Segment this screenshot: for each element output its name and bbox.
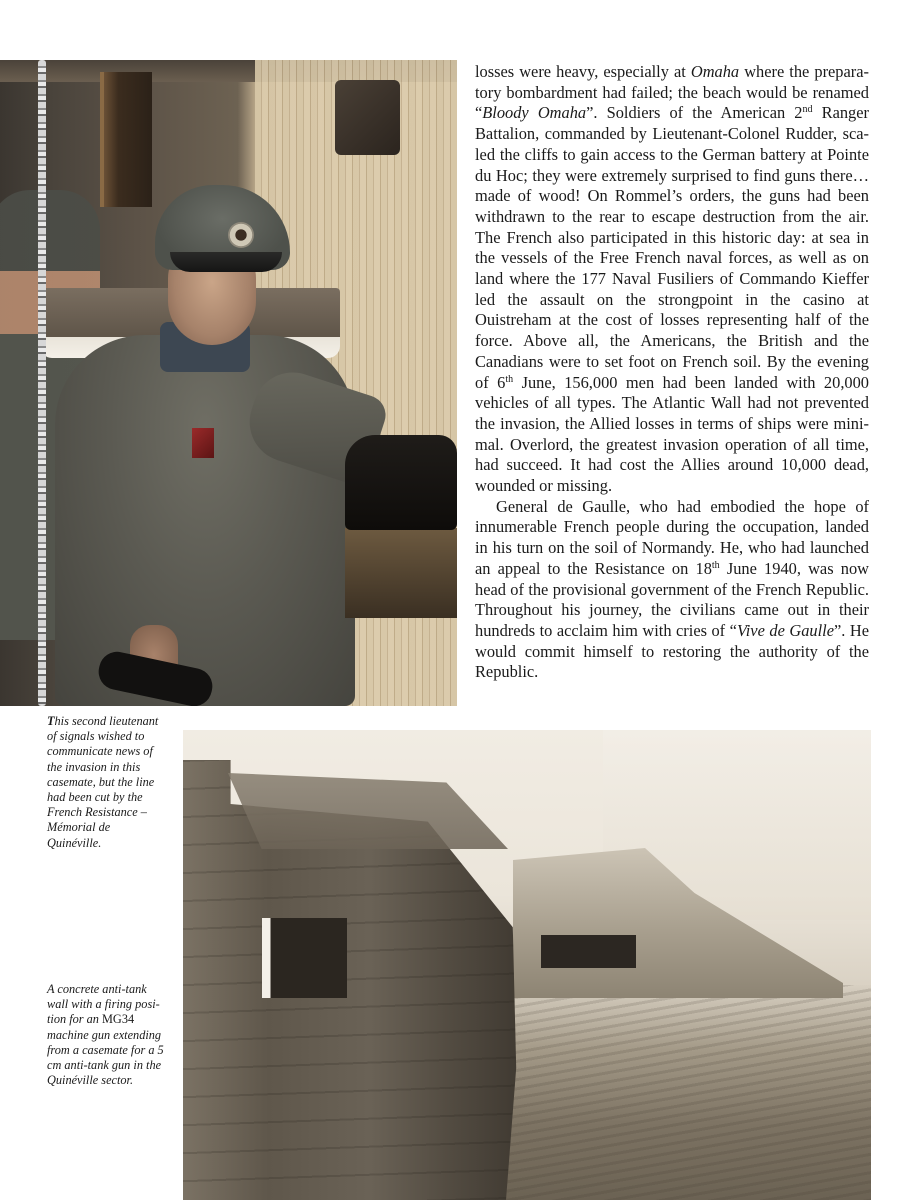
caption-dropcap: T bbox=[47, 714, 55, 728]
photo-mg-firing-position bbox=[262, 918, 347, 998]
body-paragraph: General de Gaulle, who had embodied the hope of innumerable French people during the occupation, landed in his turn on the soil of Normandy. He, who had launched an appeal to the Resistance on 18th June 1940, was now head of the provisional government of the French Republic. Throughout his journey, the civilians came out in their hundreds to acclaim him with cries of “Vive de Gaulle”. He would commit himself to restoring the authority of the Republic. bbox=[475, 496, 869, 682]
photo-chain bbox=[38, 60, 46, 706]
photo-far-embrasure bbox=[541, 935, 636, 968]
photo-anti-tank-wall bbox=[183, 730, 871, 1200]
body-paragraph: losses were heavy, especially at Omaha where the preparatory bombardment had failed; the beach would be renamed “Bloody Omaha”. Soldiers of the American 2nd Ranger Battalion, commanded by Lieutenant-Colonel Rudder, scaled the cliffs to gain access to the German battery at Pointe du Hoc; they were extremely surprised to find guns there…made of wood! On Rommel’s orders, the guns had been withdrawn to the rear to escape destruction from the air. The French also participated in this historic day: at sea in the vessels of the Free French naval forces, as well as on land where the 177 Naval Fusiliers of Commando Kieffer led the assault on the strongpoint in the casino at Ouistreham at the cost of losses representing half of the force. Above all, the Americans, the British and the Canadians were to set foot on French soil. By the evening of 6th June, 156,000 men had been landed with 20,000 vehicles of all types. The Atlantic Wall had not prevented the invasion, the Allied losses in terms of ships were minimal. Overlord, the greatest invasion operation of all time, had succeed. It had cost the Allies around 10,000 dead, wounded or missing. bbox=[475, 62, 870, 496]
photo-shelf bbox=[345, 528, 457, 618]
body-text-column bbox=[475, 62, 869, 683]
photo-cap-visor bbox=[170, 252, 282, 272]
photo-cap-badge bbox=[228, 222, 254, 248]
photo-field-telephone bbox=[345, 435, 457, 530]
photo-ribbon bbox=[192, 428, 214, 458]
photo-bunker-roof bbox=[228, 754, 508, 849]
caption-bunker-photo: A concrete anti-tank wall with a firing position for an MG34 machine gun extending from a casemate for a 5 cm anti-tank gun in the Quinéville sector. bbox=[47, 982, 164, 1088]
photo-wall-speaker bbox=[335, 80, 400, 155]
caption-officer-photo: This second lieutenant of signals wished to communicate news of the invasion in this casemate, but the line had been cut by the French Resistance – Mémorial de Quinéville. bbox=[47, 714, 159, 850]
photo-officer-casemate bbox=[0, 60, 457, 706]
photo-door bbox=[100, 72, 152, 207]
